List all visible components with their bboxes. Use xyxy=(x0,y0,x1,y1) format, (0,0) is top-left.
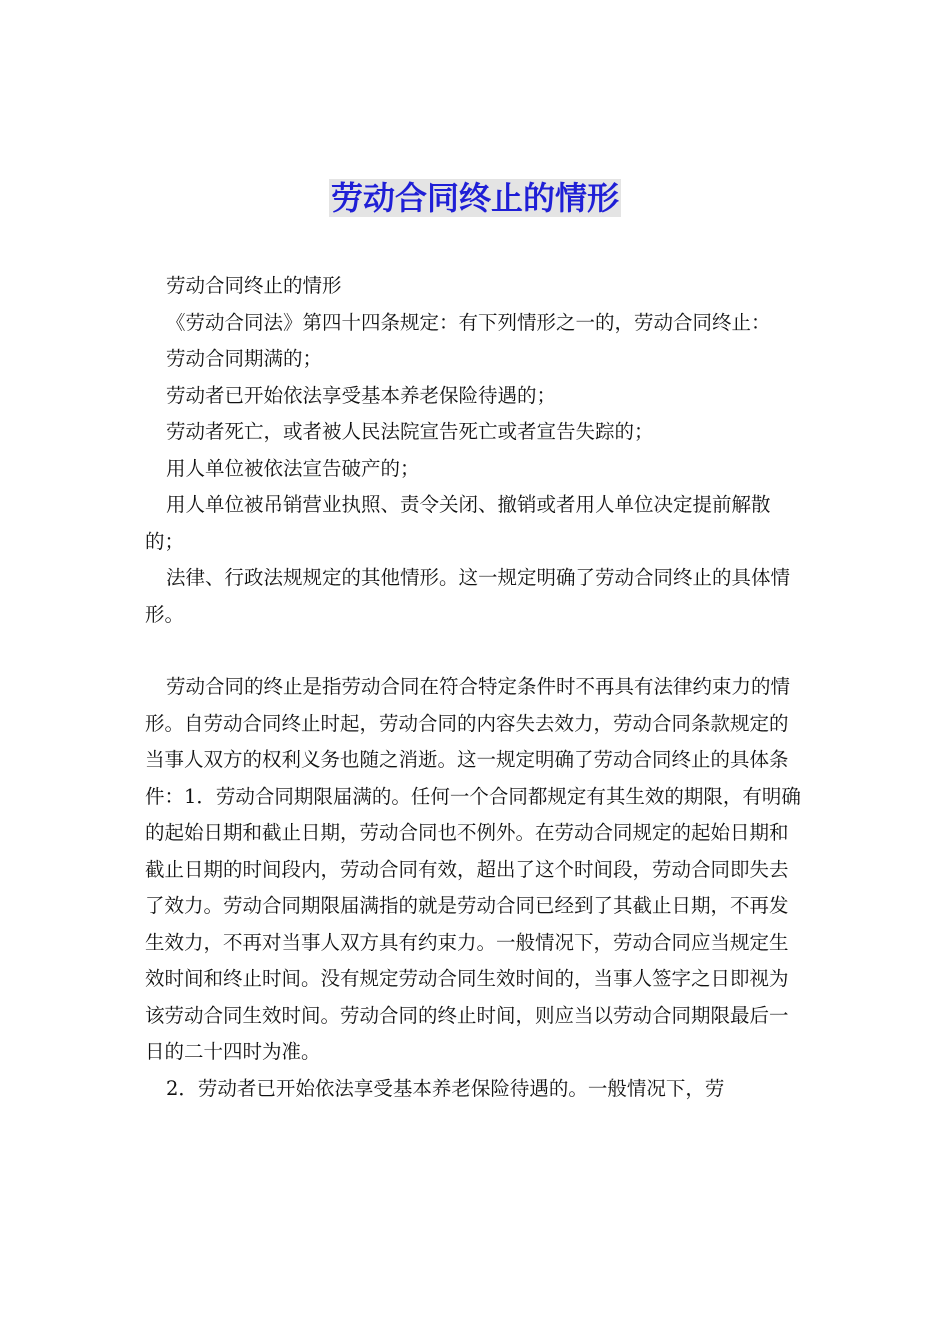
document-title xyxy=(0,176,950,220)
paragraph-item: 用人单位被吊销营业执照、责令关闭、撤销或者用人单位决定提前解散的； xyxy=(145,493,771,553)
paragraph-item: 法律、行政法规规定的其他情形。这一规定明确了劳动合同终止的具体情形。 xyxy=(145,566,791,626)
paragraph-item: 劳动者死亡，或者被人民法院宣告死亡或者宣告失踪的； xyxy=(166,420,654,443)
paragraph-law-article: 《劳动合同法》第四十四条规定：有下列情形之一的，劳动合同终止： xyxy=(166,310,771,334)
paragraph-heading: 劳动合同终止的情形 xyxy=(166,274,342,297)
paragraph-item: 劳动者已开始依法享受基本养老保险待遇的； xyxy=(166,383,557,407)
paragraph-explanation: 劳动合同的终止是指劳动合同在符合特定条件时不再具有法律约束力的情形。自劳动合同终止时起，劳动合同的内容失去效力，劳动合同条款规定的当事人双方的权利义务也随之消逝。这一规定明确了劳动合同终止的具体条件：1．劳动合同期限届满的。任何一个合同都规定有其生效的期限，有明确的起始日期和截止日期，劳动合同也不例外。在劳动合同规定的起始日期和截止日期的时间段内，劳动合同有效，超出了这个时间段，劳动合同即失去了效力。劳动合同期限届满指的就是劳动合同已经到了其截止日期，不再发生效力，不再对当事人双方具有约束力。一般情况下，劳动合同应当规定生效时间和终止时间。没有规定劳动合同生效时间的，当事人签字之日即视为该劳动合同生效时间。劳动合同的终止时间，则应当以劳动合同期限最后一日的二十四时为准。 xyxy=(145,675,801,1063)
paragraph-item: 用人单位被依法宣告破产的； xyxy=(166,456,420,480)
paragraph-explanation-continued: 2．劳动者已开始依法享受基本养老保险待遇的。一般情况下，劳 xyxy=(166,1076,725,1100)
paragraph-item: 劳动合同期满的； xyxy=(166,347,323,370)
document-title-text: 劳动合同终止的情形 xyxy=(330,179,619,217)
document-body xyxy=(145,268,807,1107)
paragraph-spacer xyxy=(145,633,807,669)
